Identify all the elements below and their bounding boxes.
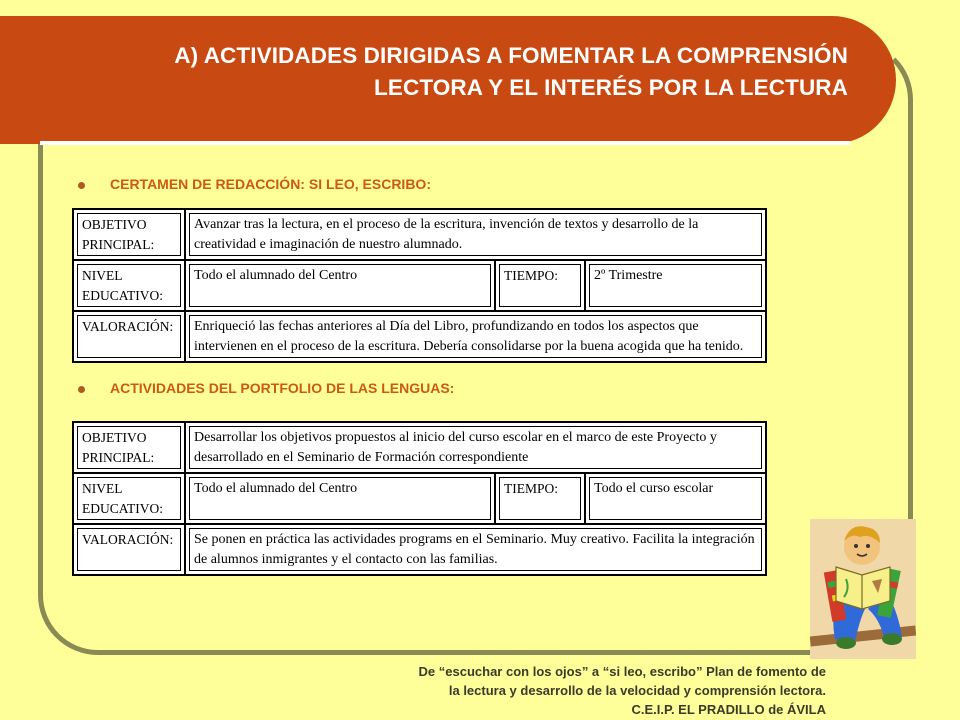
table-row — [73, 524, 766, 575]
table-row — [73, 260, 766, 311]
caption-line3: C.E.I.P. EL PRADILLO de ÁVILA — [631, 702, 826, 717]
valoracion-label: VALORACIÓN: — [73, 524, 185, 575]
objetivo-value: Desarrollar los objetivos propuestos al inicio del curso escolar en el marco de este Proyecto y desarrollado en el Seminario de Formación correspondiente — [185, 422, 766, 473]
slide-title-line2: LECTORA Y EL INTERÉS POR LA LECTURA — [374, 75, 848, 100]
bullet-icon — [78, 182, 85, 189]
objetivo-label: OBJETIVO PRINCIPAL: — [73, 209, 185, 260]
nivel-label: NIVEL EDUCATIVO: — [73, 473, 185, 524]
tiempo-label: TIEMPO: — [495, 260, 585, 311]
bullet-icon — [78, 386, 85, 393]
tiempo-label: TIEMPO: — [495, 473, 585, 524]
nivel-value: Todo el alumnado del Centro — [185, 473, 495, 524]
activity-table-portfolio — [72, 421, 767, 576]
section-heading-certamen: CERTAMEN DE REDACCIÓN: SI LEO, ESCRIBO: — [110, 176, 431, 192]
slide-title-line1: A) ACTIVIDADES DIRIGIDAS A FOMENTAR LA COMPRENSIÓN — [174, 43, 848, 68]
reading-child-illustration — [810, 519, 916, 659]
tiempo-value: 2º Trimestre — [585, 260, 766, 311]
title-banner — [0, 16, 896, 144]
title-underline — [40, 141, 850, 145]
objetivo-label: OBJETIVO PRINCIPAL: — [73, 422, 185, 473]
activity-table-certamen — [72, 208, 767, 363]
table-row — [73, 311, 766, 362]
objetivo-value: Avanzar tras la lectura, en el proceso de la escritura, invención de textos y desarrollo de la creatividad e imaginación de nuestro alumnado. — [185, 209, 766, 260]
caption-line1: De “escuchar con los ojos” a “si leo, escribo” Plan de fomento de — [418, 664, 826, 679]
footer-caption — [419, 662, 826, 719]
section-heading-portfolio: ACTIVIDADES DEL PORTFOLIO DE LAS LENGUAS: — [110, 380, 455, 396]
tiempo-value: Todo el curso escolar — [585, 473, 766, 524]
nivel-label: NIVEL EDUCATIVO: — [73, 260, 185, 311]
caption-line2: la lectura y desarrollo de la velocidad y comprensión lectora. — [448, 683, 826, 698]
table-row — [73, 209, 766, 260]
reading-child-icon — [810, 519, 916, 659]
nivel-value: Todo el alumnado del Centro — [185, 260, 495, 311]
slide-title — [174, 40, 848, 104]
table-row — [73, 422, 766, 473]
valoracion-value: Enriqueció las fechas anteriores al Día del Libro, profundizando en todos los aspectos que intervienen en el proceso de la escritura. Debería consolidarse por la buena acogida que ha tenido. — [185, 311, 766, 362]
table-row — [73, 473, 766, 524]
valoracion-label: VALORACIÓN: — [73, 311, 185, 362]
valoracion-value: Se ponen en práctica las actividades programs en el Seminario. Muy creativo. Facilita la integración de alumnos inmigrantes y el contacto con las familias. — [185, 524, 766, 575]
